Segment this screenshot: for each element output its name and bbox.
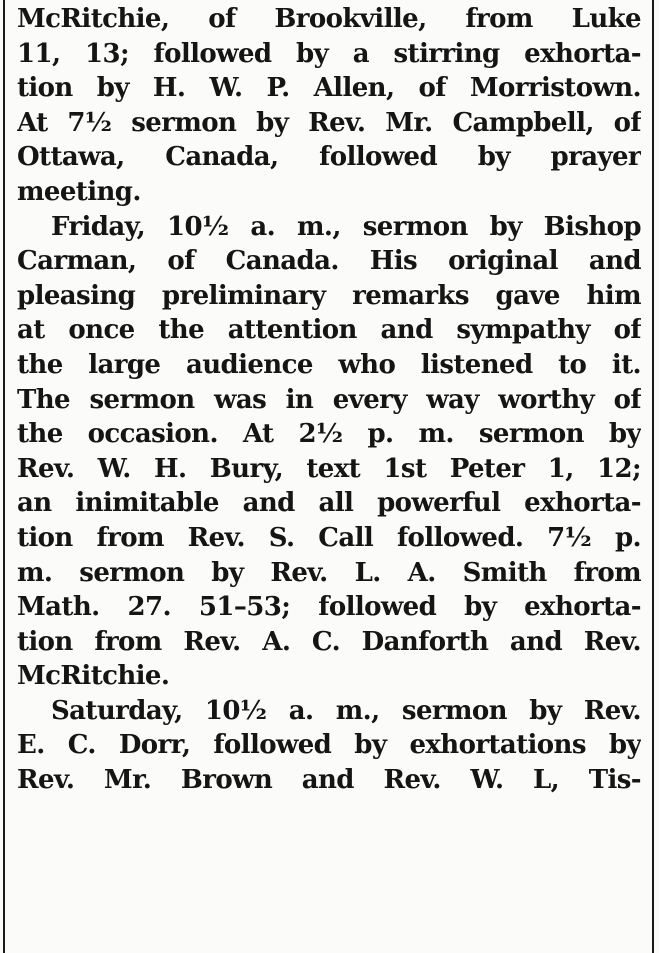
text-line: at once the attention and sympathy of [17,315,641,346]
text-line: an inimitable and all powerful exhorta- [17,488,641,519]
column-rule-right [652,0,654,953]
text-line: Rev. W. H. Bury, text 1st Peter 1, 12; [17,453,641,484]
text-line: tion from Rev. A. C. Danforth and Rev. [17,626,641,657]
text-line: Friday, 10½ a. m., sermon by Bishop [51,211,641,242]
text-line: m. sermon by Rev. L. A. Smith from [17,557,641,588]
text-line: pleasing preliminary remarks gave him [17,280,641,311]
text-line: McRitchie, of Brookville, from Luke [17,4,641,34]
paragraph-saturday [17,694,641,798]
text-line: tion from Rev. S. Call followed. 7½ p. [17,522,641,553]
paragraph-thursday-evening [17,2,641,210]
text-line: At 7½ sermon by Rev. Mr. Campbell, of [17,107,641,138]
column-rule-left [3,0,5,953]
text-line: The sermon was in every way worthy of [17,384,641,415]
text-line: the occasion. At 2½ p. m. sermon by [17,419,641,450]
text-line: Rev. Mr. Brown and Rev. W. L, Tis- [17,765,641,796]
text-line: McRitchie. [17,661,170,692]
text-line: Saturday, 10½ a. m., sermon by Rev. [51,695,641,726]
text-line: tion by H. W. P. Allen, of Morristown. [17,73,641,104]
paragraph-friday [17,210,641,694]
text-line: E. C. Dorr, followed by exhortations by [17,730,641,761]
text-line: meeting. [17,176,141,207]
text-line: 11, 13; followed by a stirring exhorta- [17,38,641,69]
text-line: Math. 27. 51–53; followed by exhorta- [17,592,641,623]
text-line: the large audience who listened to it. [17,349,641,380]
text-line: Ottawa, Canada, followed by prayer [17,142,641,173]
article-column [17,2,641,798]
text-line: Carman, of Canada. His original and [17,246,641,277]
